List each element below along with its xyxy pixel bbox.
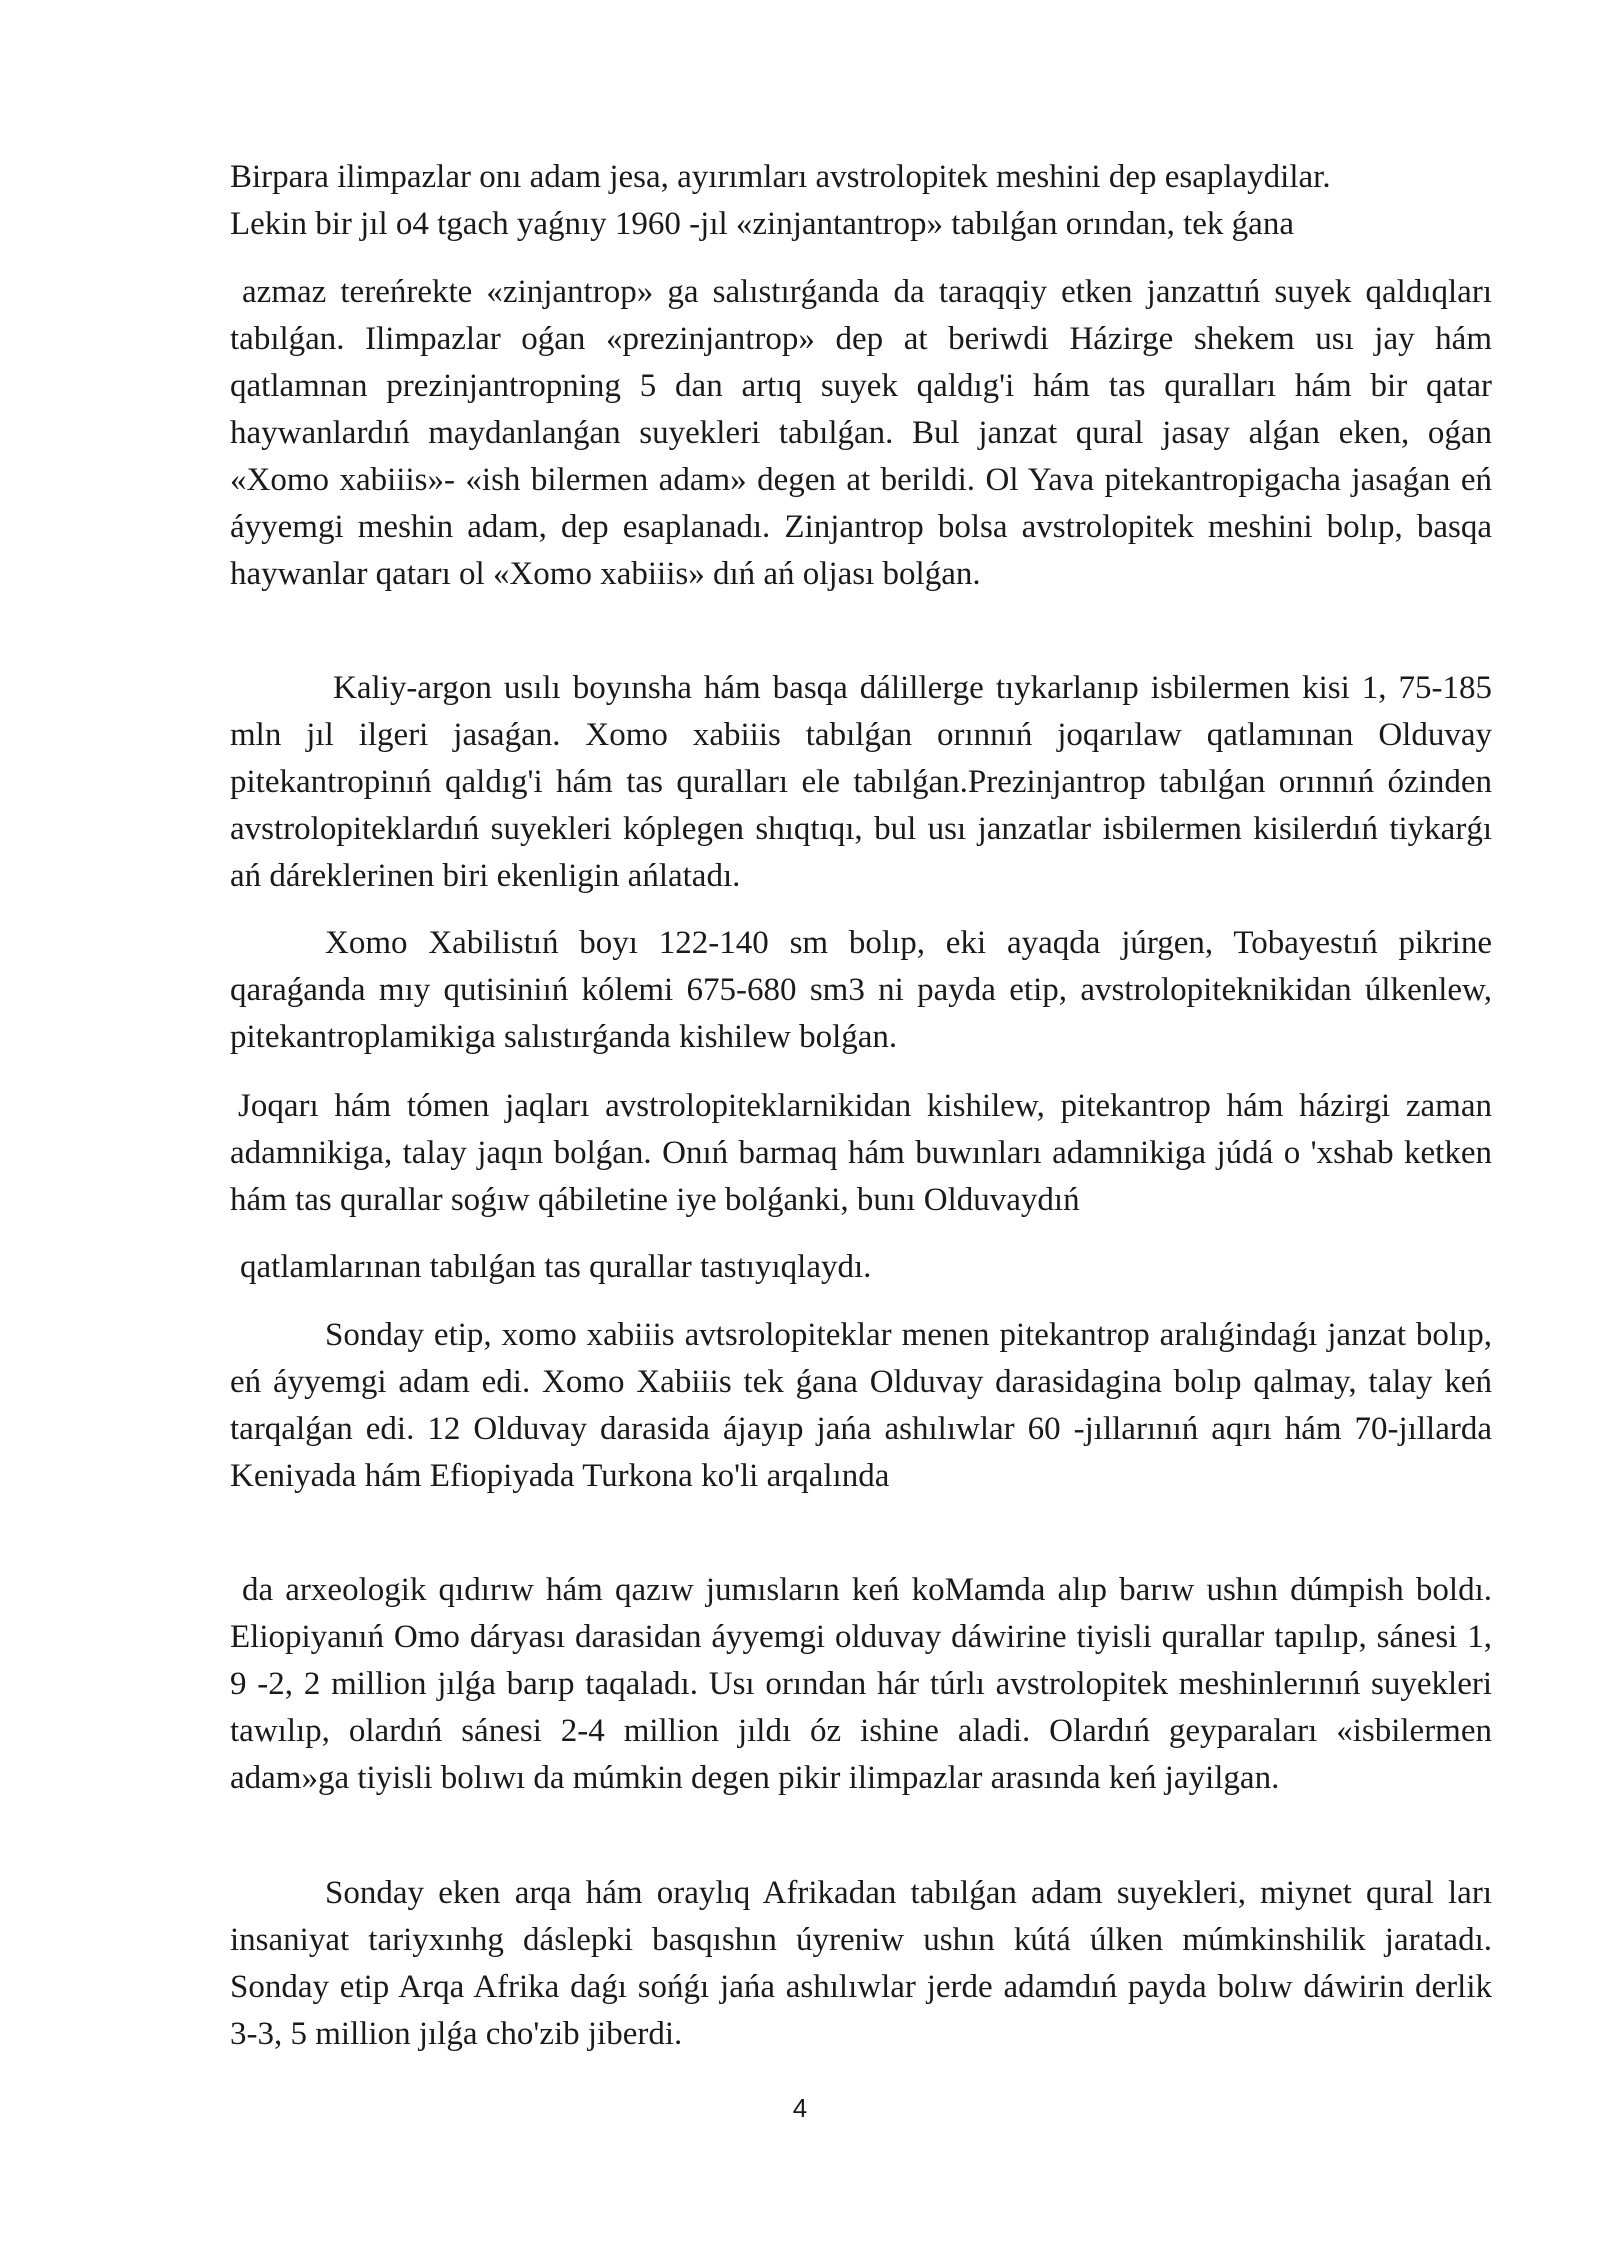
paragraph-2: azmaz tereńrekte «zinjantrop» ga salıstırǵanda da taraqqiy etken janzattıń suyek qaldıqları tabılǵan. Ilimpazlar oǵan «prezinjantrop» dep at beriwdi Házirge shekem usı jay hám qatlamnan prezinjantropning 5 dan artıq suyek qaldıg'i hám tas quralları hám bir qatar haywanlardıń maydanlanǵan suyekleri tabılǵan. Bul janzat qural jasay alǵan eken, oǵan «Xomo xabiiis»- «ish bilermen adam» degen at berildi. Ol Yava pitekantropigacha jasaǵan eń áyyemgi meshin adam, dep esaplanadı. Zinjantrop bolsa avstrolopitek meshini bolıp, basqa haywanlar qatarı ol «Xomo xabiiis» dıń ań oljası bolǵan. [230, 274, 1492, 592]
paragraph-4: Xomo Xabilistıń boyı 122-140 sm bolıp, eki ayaqda júrgen, Tobayestıń pikrine qaraǵanda mıy qutisiniıń kólemi 675-680 sm3 ni payda etip, avstrolopiteknikidan úlkenlew, pitekantroplamikiga salıstırǵanda kishilew bolǵan. [230, 925, 1492, 1055]
text-line-2: Lekin bir jıl o4 tgach yaǵnıy 1960 -jıl «zinjantantrop» tabılǵan orından, tek ǵana [230, 206, 1294, 242]
page-number: 4 [792, 2093, 808, 2123]
paragraph-5: Joqarı hám tómen jaqları avstrolopiteklarnikidan kishilew, pitekantrop hám házirgi zaman adamnikiga, talay jaqın bolǵan. Onıń barmaq hám buwınları adamnikiga júdá o 'xshab ketken hám tas qurallar soǵıw qábiletine iye bolǵanki, bunı Olduvaydıń [230, 1088, 1492, 1218]
paragraph-3: Kaliy-argon usılı boyınsha hám basqa dálillerge tıykarlanıp isbilermen kisi 1, 75-185 mln jıl ilgeri jasaǵan. Xomo xabiiis tabılǵan orınnıń joqarılaw qatlamınan Olduvay pitekantropinıń qaldıg'i hám tas quralları ele tabılǵan.Prezinjantrop tabılǵan orınnıń ózinden avstrolopiteklardıń suyekleri kóplegen shıqtıqı, bul usı janzatlar isbilermen kisilerdıń tiykarǵı ań dáreklerinen biri ekenligin ańlatadı. [230, 670, 1492, 894]
paragraph-7: Sonday etip, xomo xabiiis avtsrolopiteklar menen pitekantrop aralıǵindaǵı janzat bolıp, eń áyyemgi adam edi. Xomo Xabiiis tek ǵana Olduvay darasidagina bolıp qalmay, talay keń tarqalǵan edi. 12 Olduvay darasida ájayıp jańa ashılıwlar 60 -jıllarınıń aqırı hám 70-jıllarda Keniyada hám Efiopiyada Turkona ko'li arqalında [230, 1317, 1492, 1494]
paragraph-9: Sonday eken arqa hám oraylıq Afrikadan tabılǵan adam suyekleri, miynet qural ları insaniyat tariyxınhg dáslepki basqıshın úyreniw ushın kútá úlken múmkinshilik jaratadı. Sonday etip Arqa Afrika daǵı sońǵı jańa ashılıwlar jerde adamdıń payda bolıw dáwirin derlik 3-3, 5 million jılǵa cho'zib jiberdi. [230, 1875, 1492, 2052]
paragraph-8: da arxeologik qıdırıw hám qazıw jumısların keń koMamda alıp barıw ushın dúmpish boldı. Eliopiyanıń Omo dáryası darasidan áyyemgi olduvay dáwirine tiyisli qurallar tapılıp, sánesi 1, 9 -2, 2 million jılǵa barıp taqaladı. Usı orından hár túrlı avstrolopitek meshinlerınıń suyekleri tawılıp, olardıń sánesi 2-4 million jıldı óz ishine aladi. Olardıń geyparaları «isbilermen adam»ga tiyisli bolıwı da múmkin degen pikir ilimpazlar arasında keń jayilgan. [230, 1572, 1492, 1796]
text-line-1: Birpara ilimpazlar onı adam jesa, ayırımları avstrolopitek meshini dep esaplaydilar. [230, 159, 1331, 195]
paragraph-6: qatlamlarınan tabılǵan tas qurallar tastıyıqlaydı. [240, 1249, 872, 1285]
